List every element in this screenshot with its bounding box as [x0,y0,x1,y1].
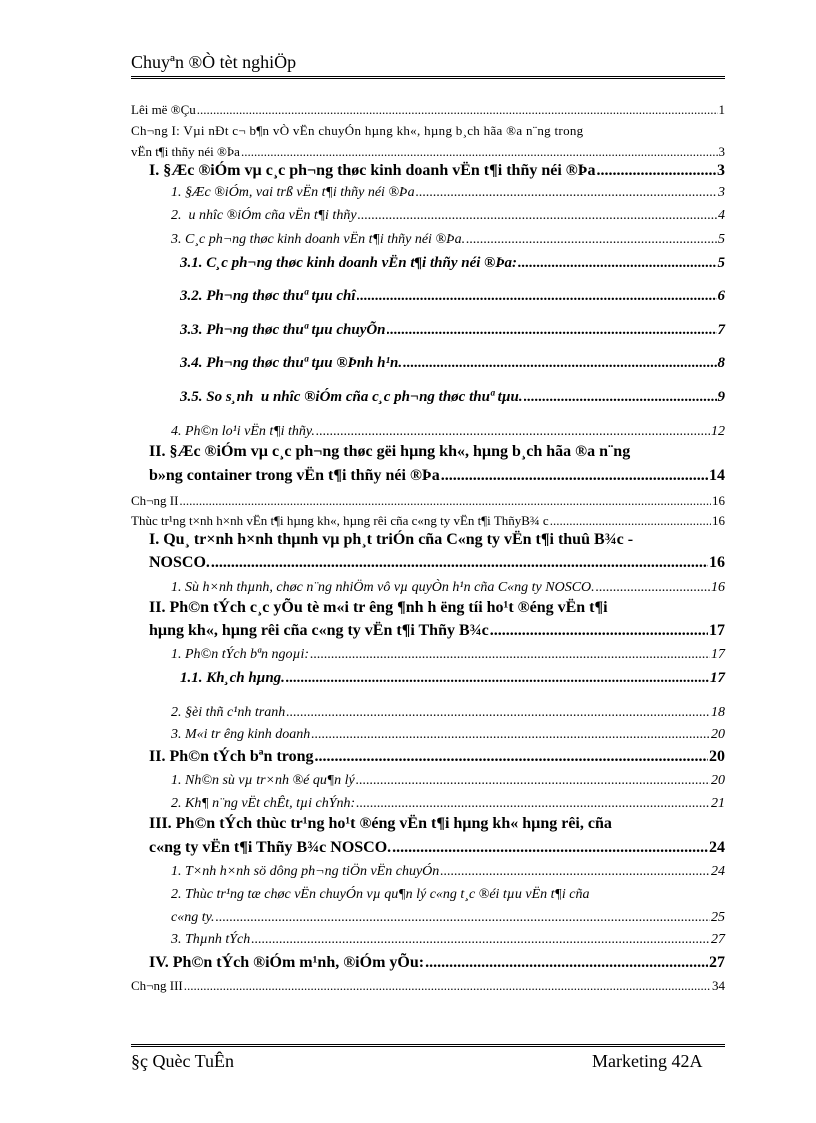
toc-entry[interactable] [149,467,725,485]
toc-leader [358,208,717,224]
toc-page-number: 17 [710,670,725,686]
toc-entry-title: 4. Ph©n lo¹i vËn t¶i thñy. [171,424,315,439]
toc-leader [310,647,710,663]
toc-entry-title: 3.4. Ph¬ng thøc thuª tµu ®Þnh h¹n. [180,355,403,371]
toc-leader [184,978,711,994]
toc-page-number: 18 [711,705,725,720]
toc-entry-title: IV. Ph©n tÝch ®iÓm m¹nh, ®iÓm yÕu: [149,954,425,971]
toc-page-number: 5 [718,232,725,247]
toc-page-number: 3 [717,162,725,179]
toc-entry-line[interactable]: II. §Æc ®iÓm vµ c¸c ph¬ng thøc gëi hµng kh«, hµng b¸ch hãa ®a n¨ng [149,443,631,460]
toc-leader [524,389,717,406]
toc-page-number: 17 [709,622,725,639]
toc-entry[interactable] [171,932,725,948]
toc-page-number: 27 [711,932,725,947]
toc-entry-title: 1. Ph©n tÝch bªn ngoµi: [171,647,310,662]
toc-entry[interactable] [149,162,725,180]
toc-leader [518,255,716,272]
footer-class: Marketing 42A [592,1051,703,1071]
toc-leader [357,288,717,305]
toc-page-number: 16 [712,513,725,528]
toc-entry[interactable] [149,748,725,766]
toc-leader [387,322,717,339]
toc-page-number: 16 [712,493,725,508]
toc-entry-title: II. Ph©n tÝch bªn trong [149,748,314,765]
page-header-title: Chuyªn ®Ò tèt nghiÖp [131,52,297,72]
toc-page-number: 20 [709,748,725,765]
toc-leader [596,580,710,596]
toc-entry[interactable] [131,102,725,118]
toc-entry[interactable] [171,910,725,926]
toc-leader [440,864,710,880]
toc-page-number: 7 [717,322,725,338]
toc-leader [241,144,718,160]
toc-page-number: 20 [711,727,725,742]
toc-entry-title: 2. §èi thñ c¹nh tranh [171,705,286,720]
toc-page-number: 21 [711,796,725,811]
toc-leader [392,839,708,857]
toc-entry-title: 3.1. C¸c ph¬ng thøc kinh doanh vËn t¶i thñy néi ®Þa: [180,255,518,271]
toc-leader [356,773,710,789]
toc-page-number: 17 [711,647,725,662]
toc-leader [550,513,711,529]
toc-page-number: 3 [718,144,725,159]
toc-entry[interactable] [131,144,725,160]
toc-entry-title: Lêi më ®Çu [131,102,196,117]
toc-page-number: 25 [711,910,725,925]
toc-entry[interactable] [180,288,725,305]
toc-entry-line[interactable]: I. Qu¸ tr×nh h×nh thµnh vµ ph¸t triÓn cña C«ng ty vËn t¶i thuû B¾c - [149,531,634,548]
toc-entry[interactable] [131,513,725,529]
toc-entry[interactable] [171,864,725,880]
toc-entry[interactable] [180,389,725,406]
toc-leader [311,727,710,743]
toc-entry-title: 3.5. So s¸nh u nhîc ®iÓm cña c¸c ph¬ng thøc thuª tµu. [180,389,523,405]
toc-entry[interactable] [131,978,725,994]
toc-entry[interactable] [171,773,725,789]
toc-entry[interactable] [180,255,725,272]
toc-leader [211,554,708,572]
toc-page-number: 27 [709,954,725,971]
toc-entry-title: 3. M«i tr êng kinh doanh [171,727,311,742]
toc-entry[interactable] [180,355,725,372]
toc-entry[interactable] [149,954,725,972]
toc-leader [403,355,716,372]
toc-entry[interactable] [149,622,725,640]
toc-entry-title: c«ng ty. [171,910,215,925]
toc-leader [466,232,717,248]
toc-entry[interactable] [149,839,725,857]
toc-page-number: 4 [718,208,725,223]
toc-entry[interactable] [131,493,725,509]
toc-entry-title: vËn t¶i thñy néi ®Þa [131,144,240,159]
toc-page-number: 5 [717,255,725,271]
toc-entry[interactable] [171,424,725,440]
toc-entry[interactable] [171,727,725,743]
toc-entry[interactable] [171,185,725,201]
toc-entry-title: b»ng container trong vËn t¶i thñy néi ®Þa [149,467,440,484]
toc-leader [441,467,708,485]
toc-entry-title: Thùc tr¹ng t×nh h×nh vËn t¶i hµng kh«, hµng rêi cña c«ng ty vËn t¶i ThñyB¾ c [131,513,549,528]
toc-entry[interactable] [171,232,725,248]
toc-entry-title: 1. T×nh h×nh sö dông ph¬ng tiÖn vËn chuyÓn [171,864,440,879]
header-rule [131,76,725,79]
toc-page-number: 16 [711,580,725,595]
toc-entry-title: c«ng ty vËn t¶i Thñy B¾c NOSCO. [149,839,392,856]
toc-leader [425,954,708,972]
toc-entry[interactable] [171,705,725,721]
toc-entry[interactable] [171,580,725,596]
toc-entry-title: 3.3. Ph¬ng thøc thuª tµu chuyÕn [180,322,386,338]
toc-entry[interactable] [171,647,725,663]
toc-entry-title: Ch¬ng II [131,493,179,508]
toc-leader [286,670,709,687]
toc-entry-title: 2. Kh¶ n¨ng vËt chÊt, tµi chÝnh: [171,796,356,811]
toc-page-number: 16 [709,554,725,571]
toc-entry-title: 1. Nh©n sù vµ tr×nh ®é qu¶n lý [171,773,355,788]
footer-author: §ç Quèc TuÊn [131,1051,234,1071]
toc-entry-line[interactable]: 2. Thùc tr¹ng tæ chøc vËn chuyÓn vµ qu¶n lý c«ng t¸c ®éi tµu vËn t¶i cña [171,887,590,902]
toc-leader [286,705,710,721]
toc-leader [197,102,718,118]
toc-page-number: 24 [711,864,725,879]
toc-page-number: 20 [711,773,725,788]
toc-page-number: 1 [718,102,725,117]
toc-page-number: 24 [709,839,725,856]
toc-leader [315,748,709,766]
toc-entry-title: 1. §Æc ®iÓm, vai trß vËn t¶i thñy néi ®Þa [171,185,415,200]
toc-leader [356,796,710,812]
toc-entry[interactable] [149,554,725,572]
toc-page-number: 3 [718,185,725,200]
toc-entry-title: 1.1. Kh¸ch hµng. [180,670,285,686]
toc-page-number: 14 [709,467,725,484]
toc-page-number: 12 [711,424,725,439]
toc-entry-title: Ch¬ng III [131,978,183,993]
toc-entry-title: 3. Thµnh tÝch [171,932,251,947]
toc-page-number: 6 [717,288,725,304]
toc-leader [316,424,710,440]
toc-entry-line[interactable]: II. Ph©n tÝch c¸c yÕu tè m«i tr êng ¶nh h ëng tíi ho¹t ®éng vËn t¶i [149,599,608,616]
footer-rule [131,1044,725,1047]
toc-entry[interactable] [180,670,725,687]
toc-entry-title: hµng kh«, hµng rêi cña c«ng ty vËn t¶i Thñy B¾c [149,622,489,639]
toc-leader [216,910,710,926]
toc-leader [597,162,716,180]
toc-entry-line[interactable]: Ch¬ng I: Vµi nÐt c¬ b¶n vÒ vËn chuyÓn hµng kh«, hµng b¸ch hãa ®a n¨ng trong [131,123,584,138]
toc-entry[interactable] [171,208,725,224]
toc-entry[interactable] [171,796,725,812]
toc-entry-title: I. §Æc ®iÓm vµ c¸c ph¬ng thøc kinh doanh vËn t¶i thñy néi ®Þa [149,162,596,179]
toc-entry-title: 2. u nhîc ®iÓm cña vËn t¶i thñy [171,208,357,223]
toc-leader [251,932,710,948]
toc-entry-title: 1. Sù h×nh thµnh, chøc n¨ng nhiÖm vô vµ quyÒn h¹n cña C«ng ty NOSCO. [171,580,595,595]
toc-entry-title: 3. C¸c ph¬ng thøc kinh doanh vËn t¶i thñy néi ®Þa. [171,232,466,247]
toc-entry-title: NOSCO. [149,554,210,571]
toc-page-number: 9 [717,389,725,405]
toc-entry-line[interactable]: III. Ph©n tÝch thùc tr¹ng ho¹t ®éng vËn t¶i hµng kh« hµng rêi, cña [149,815,612,832]
toc-leader [179,493,711,509]
toc-entry-title: 3.2. Ph¬ng thøc thuª tµu chî [180,288,356,304]
toc-page-number: 34 [712,978,725,993]
toc-leader [416,185,717,201]
toc-page-number: 8 [717,355,725,371]
toc-entry[interactable] [180,322,725,339]
toc-leader [490,622,708,640]
